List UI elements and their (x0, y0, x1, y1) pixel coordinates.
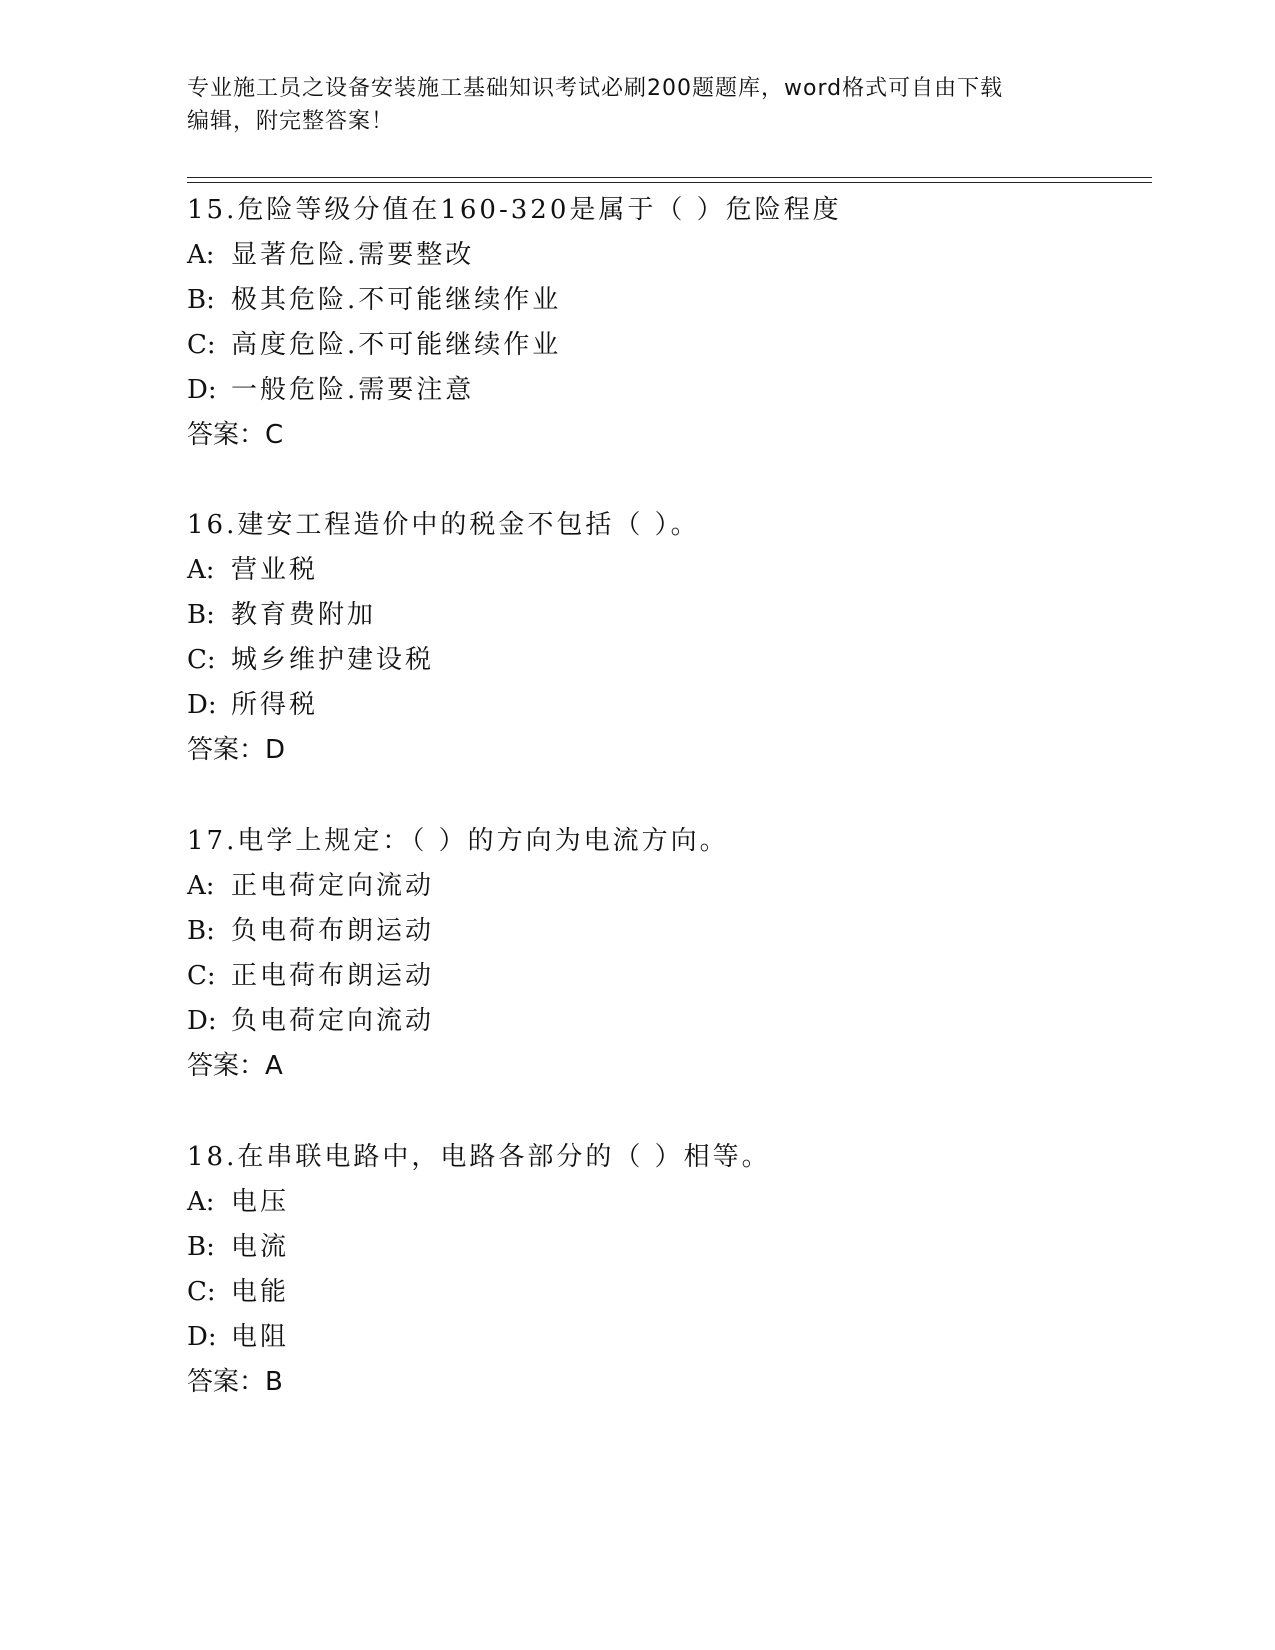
option-text: 高度危险.不可能继续作业 (231, 330, 562, 360)
option-text: 所得税 (231, 690, 319, 720)
option-c (187, 645, 434, 675)
option-text: 电能 (231, 1277, 290, 1307)
option-a (187, 240, 474, 270)
option-text: 营业税 (231, 555, 319, 585)
option-d (187, 1322, 289, 1352)
option-letter: B: (187, 600, 215, 630)
header-divider-bottom (187, 182, 1152, 183)
option-b (187, 285, 561, 315)
header-line-1: 专业施工员之设备安装施工基础知识考试必刷200题题库，word格式可自由下载 (187, 76, 1004, 101)
option-letter: B: (187, 285, 215, 315)
option-letter: C: (187, 330, 216, 360)
option-a (187, 555, 318, 585)
question-text: 17.电学上规定：（ ）的方向为电流方向。 (187, 826, 729, 856)
question-text: 15.危险等级分值在160-320是属于（ ）危险程度 (187, 195, 842, 225)
option-b (187, 916, 434, 946)
option-text: 电压 (231, 1187, 290, 1217)
option-text: 电流 (231, 1232, 290, 1262)
answer-line: 答案：D (187, 735, 286, 765)
option-letter: A: (187, 871, 215, 901)
option-d (187, 375, 474, 405)
option-letter: D: (187, 1006, 217, 1036)
option-c (187, 961, 434, 991)
option-a (187, 871, 434, 901)
option-text: 显著危险.需要整改 (231, 240, 475, 270)
option-text: 负电荷布朗运动 (231, 916, 435, 946)
option-letter: A: (187, 1187, 215, 1217)
question-text: 16.建安工程造价中的税金不包括（ ）。 (187, 510, 700, 540)
option-b (187, 1232, 289, 1262)
option-text: 负电荷定向流动 (231, 1006, 435, 1036)
option-b (187, 600, 376, 630)
option-letter: A: (187, 555, 215, 585)
option-letter: D: (187, 375, 217, 405)
option-letter: B: (187, 1232, 215, 1262)
option-text: 极其危险.不可能继续作业 (231, 285, 562, 315)
option-letter: C: (187, 1277, 216, 1307)
option-text: 一般危险.需要注意 (231, 375, 475, 405)
option-letter: C: (187, 961, 216, 991)
header-line-2: 编辑，附完整答案！ (187, 109, 395, 134)
option-letter: D: (187, 690, 217, 720)
option-c (187, 330, 561, 360)
option-d (187, 690, 318, 720)
option-text: 电阻 (231, 1322, 290, 1352)
answer-line: 答案：C (187, 420, 284, 450)
option-text: 教育费附加 (231, 600, 377, 630)
option-text: 城乡维护建设税 (231, 645, 435, 675)
option-letter: C: (187, 645, 216, 675)
question-text: 18.在串联电路中，电路各部分的（ ）相等。 (187, 1142, 771, 1172)
document-header (187, 72, 1087, 138)
option-text: 正电荷定向流动 (231, 871, 435, 901)
answer-line: 答案：A (187, 1051, 283, 1081)
option-letter: D: (187, 1322, 217, 1352)
option-text: 正电荷布朗运动 (231, 961, 435, 991)
option-letter: A: (187, 240, 215, 270)
option-c (187, 1277, 289, 1307)
answer-line: 答案：B (187, 1367, 283, 1397)
option-d (187, 1006, 434, 1036)
option-a (187, 1187, 289, 1217)
header-divider-top (187, 177, 1152, 178)
option-letter: B: (187, 916, 215, 946)
